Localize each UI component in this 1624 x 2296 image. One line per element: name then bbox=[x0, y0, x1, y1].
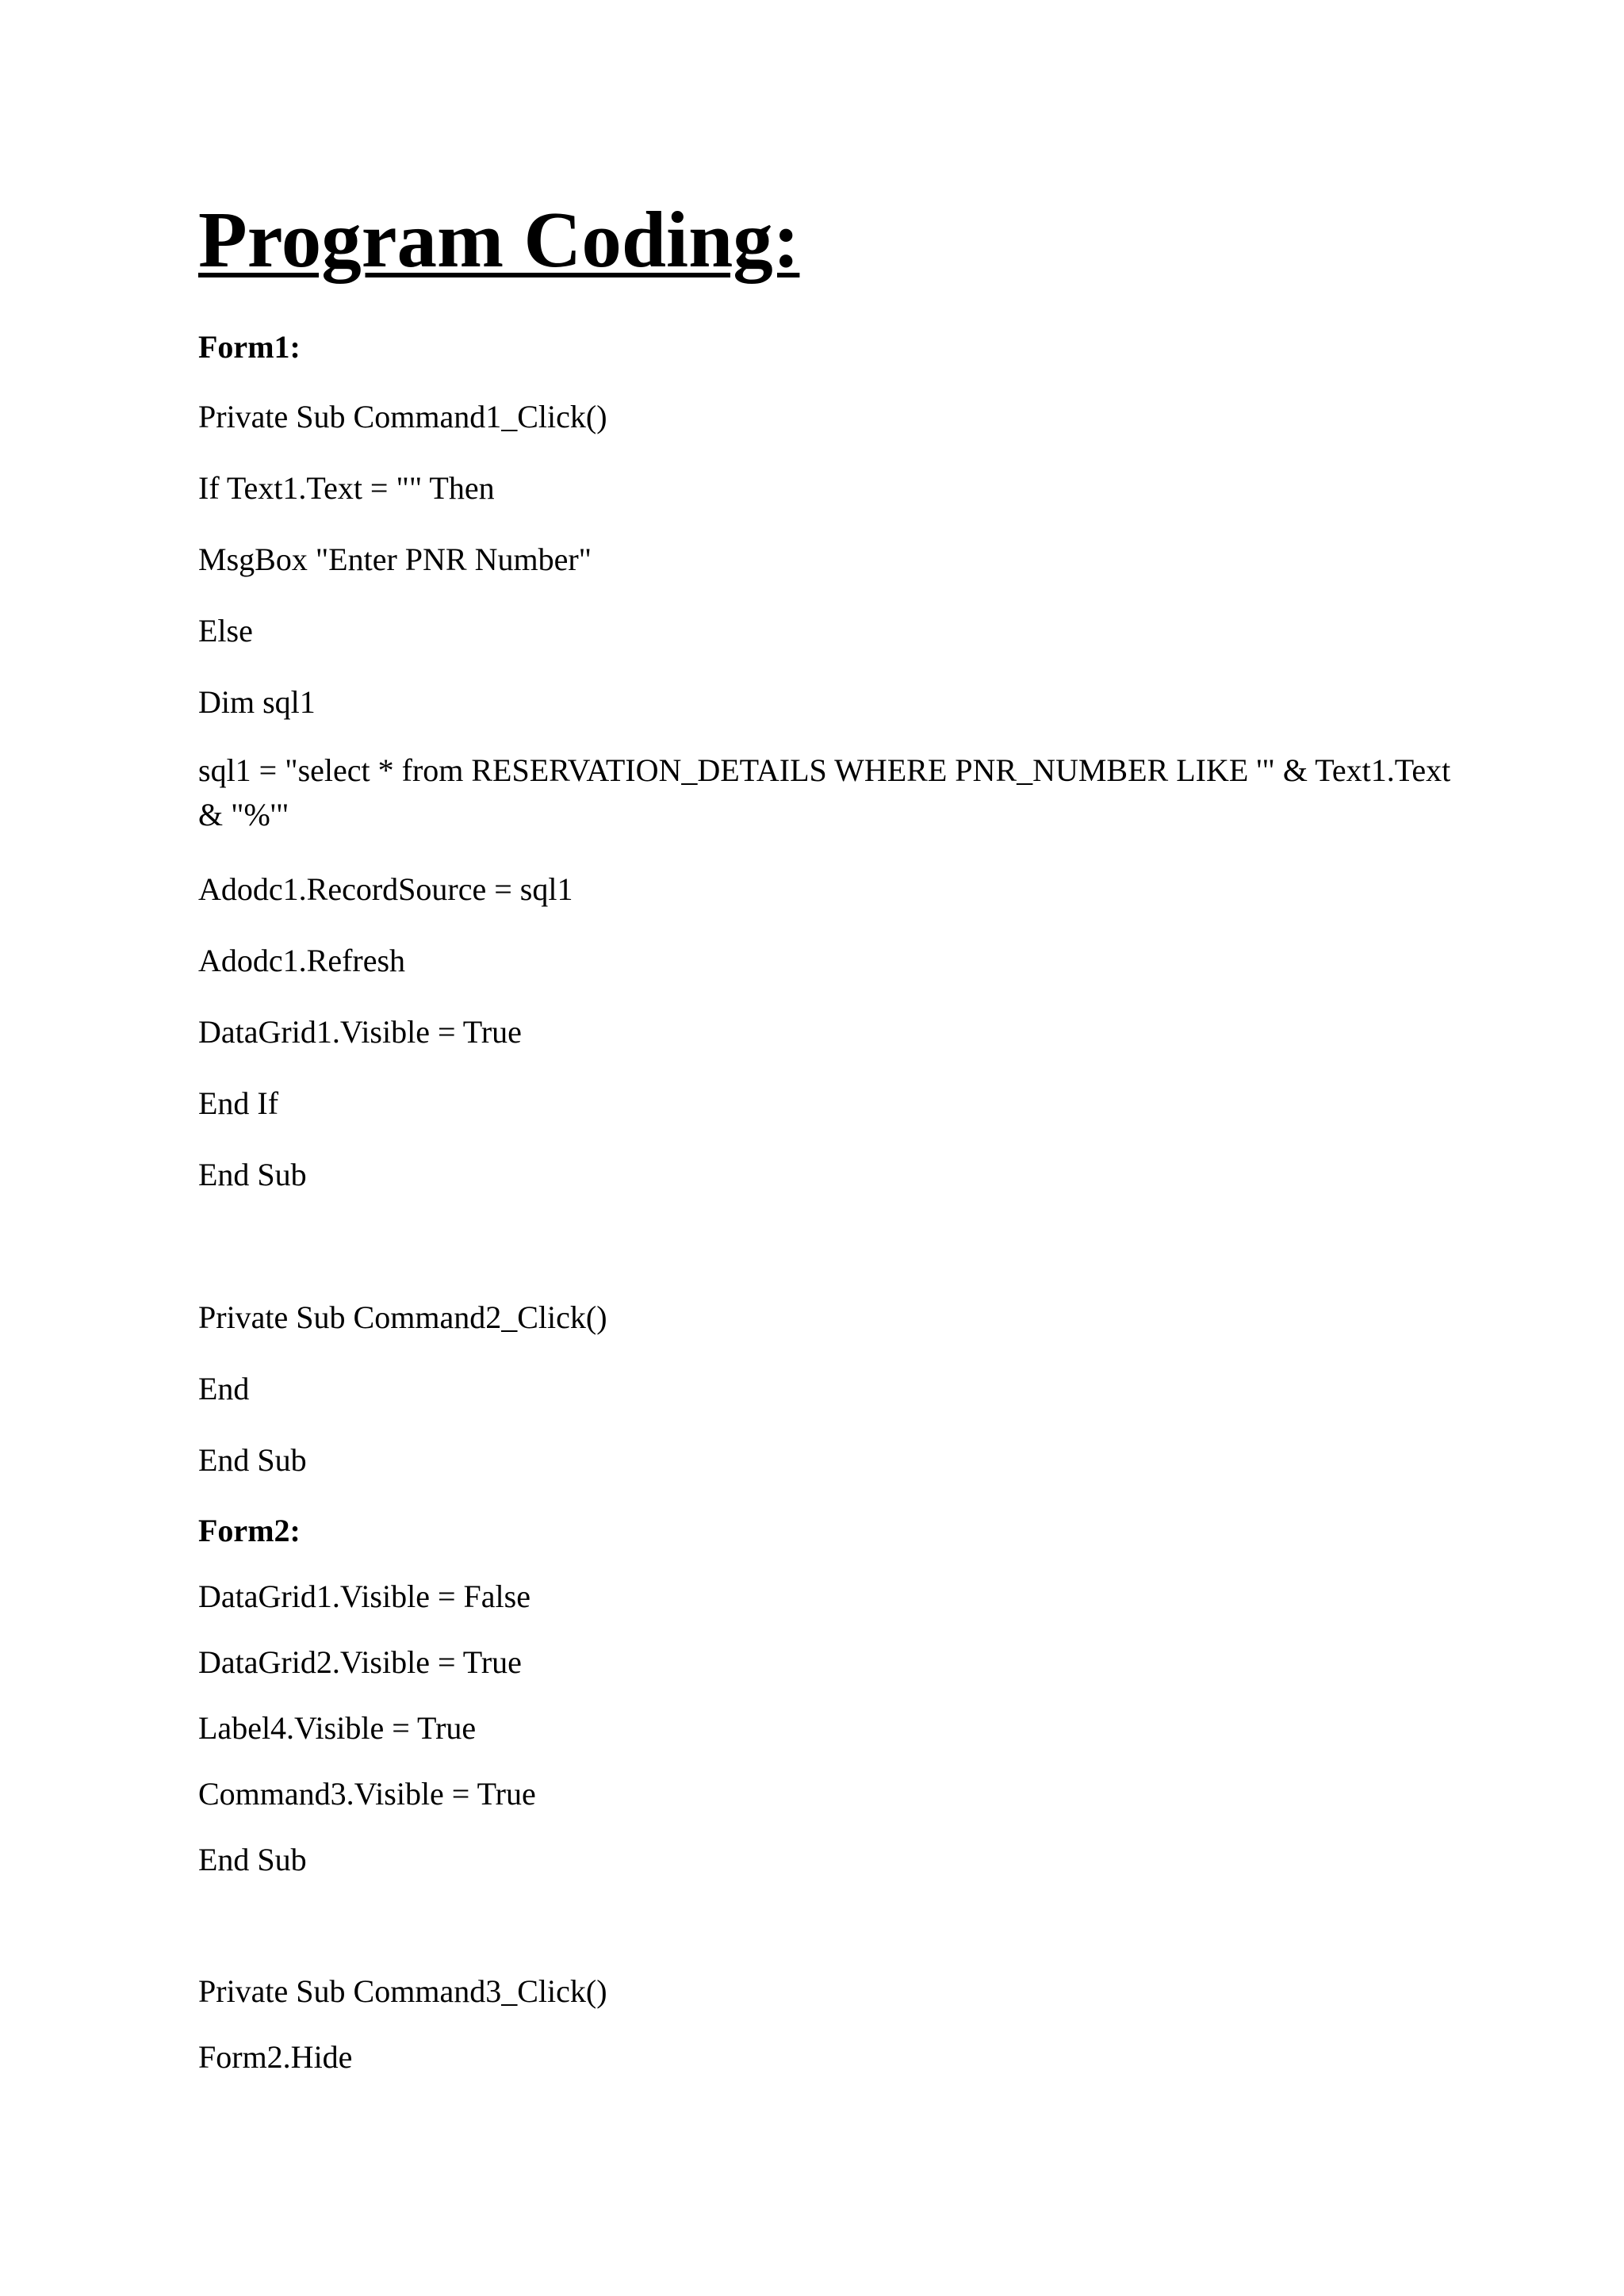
code-line: End Sub bbox=[198, 1157, 307, 1192]
code-line: MsgBox "Enter PNR Number" bbox=[198, 541, 592, 577]
code-line: DataGrid1.Visible = False bbox=[198, 1578, 530, 1614]
code-line: End If bbox=[198, 1085, 279, 1121]
code-line: End Sub bbox=[198, 1442, 307, 1478]
code-line: End Sub bbox=[198, 1842, 307, 1877]
code-line: End bbox=[198, 1371, 250, 1406]
code-line: sql1 = "select * from RESERVATION_DETAILS WHERE PNR_NUMBER LIKE '" & Text1.Text & "%'" bbox=[198, 752, 1451, 832]
code-line: Private Sub Command2_Click() bbox=[198, 1299, 607, 1335]
code-line: Label4.Visible = True bbox=[198, 1710, 477, 1746]
code-line: Dim sql1 bbox=[198, 684, 316, 720]
code-line: Command3.Visible = True bbox=[198, 1776, 536, 1812]
code-line: Private Sub Command1_Click() bbox=[198, 399, 607, 434]
code-line: DataGrid1.Visible = True bbox=[198, 1014, 522, 1050]
code-line: Adodc1.RecordSource = sql1 bbox=[198, 871, 573, 907]
form1-heading: Form1: bbox=[198, 329, 301, 365]
form2-heading: Form2: bbox=[198, 1513, 301, 1548]
code-line: Private Sub Command3_Click() bbox=[198, 1973, 607, 2009]
code-line: If Text1.Text = "" Then bbox=[198, 470, 495, 506]
code-line: Else bbox=[198, 613, 253, 649]
code-line: DataGrid2.Visible = True bbox=[198, 1644, 522, 1680]
page-title: Program Coding: bbox=[198, 195, 800, 284]
code-line: Adodc1.Refresh bbox=[198, 943, 406, 978]
code-line: Form2.Hide bbox=[198, 2039, 353, 2075]
